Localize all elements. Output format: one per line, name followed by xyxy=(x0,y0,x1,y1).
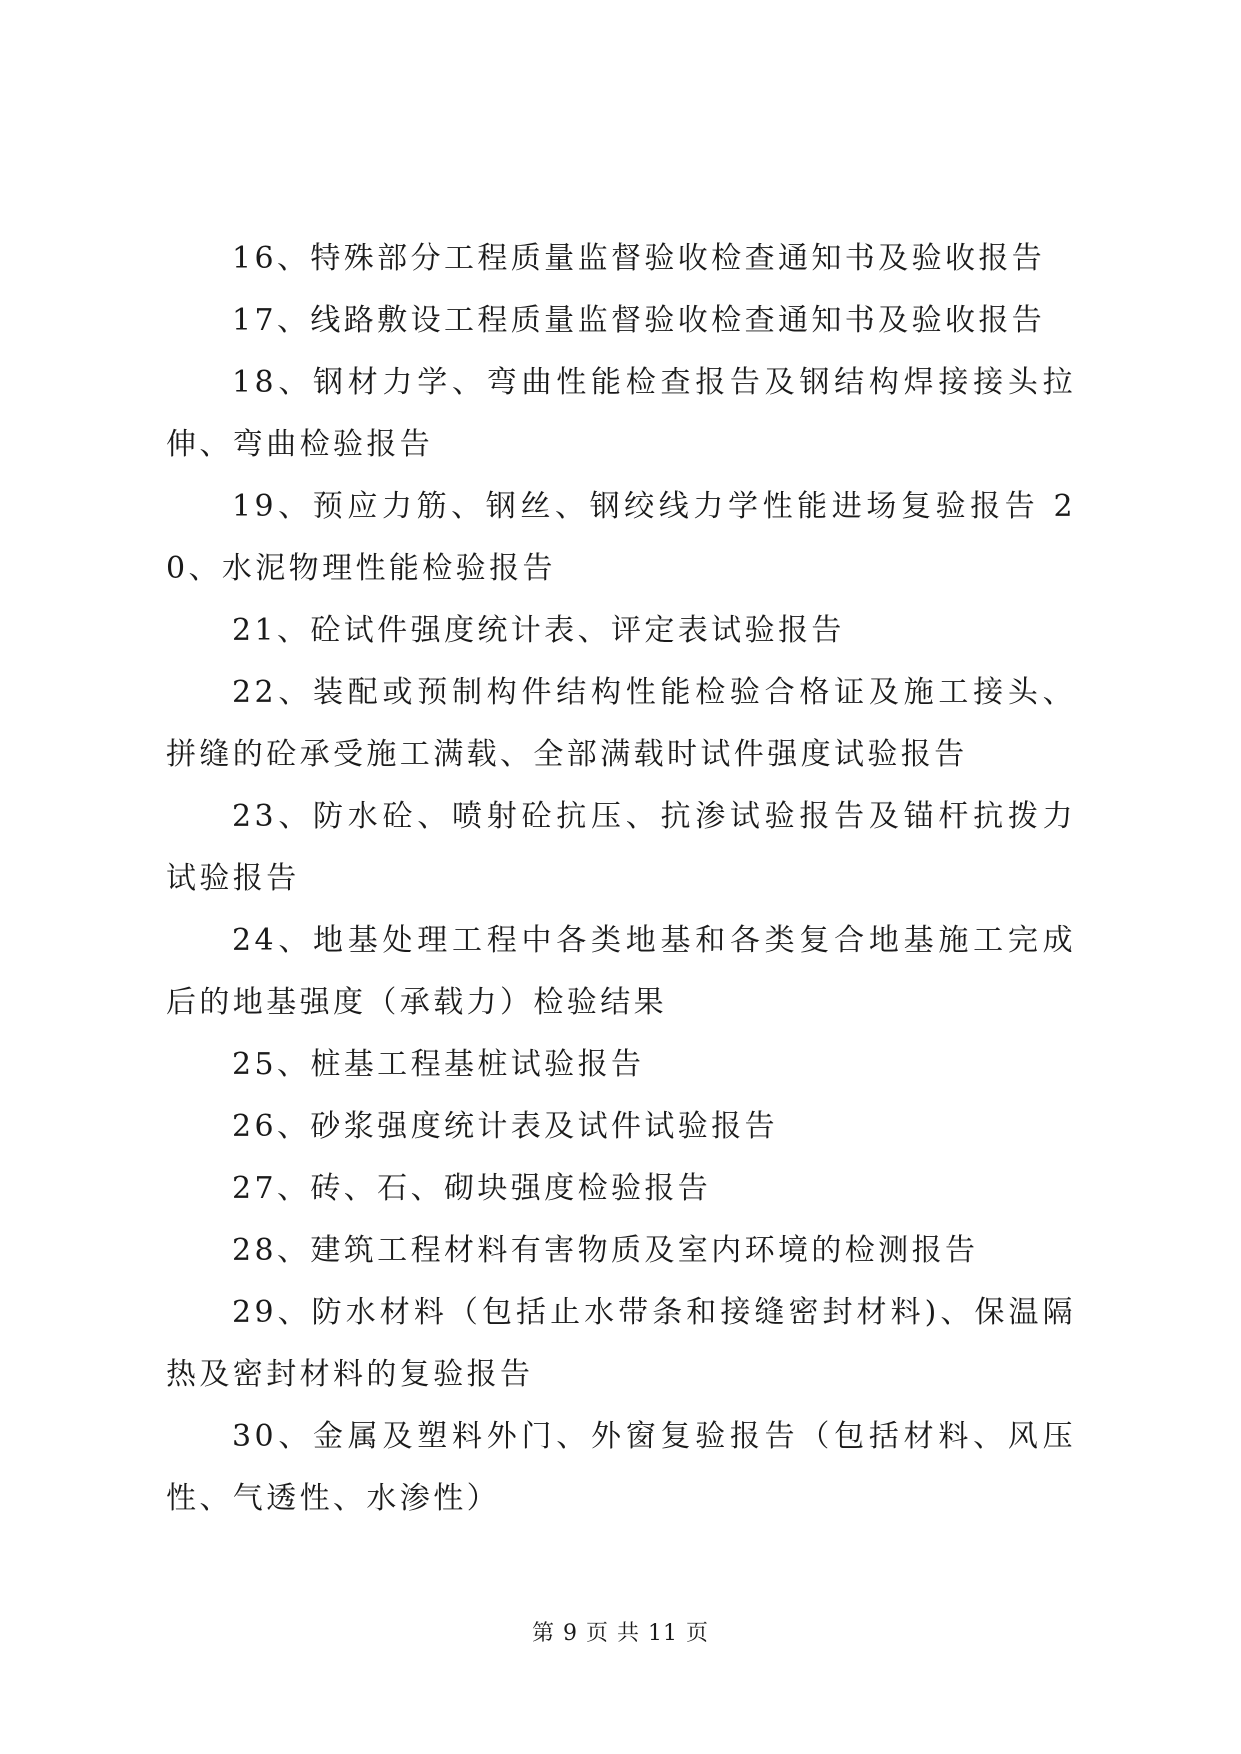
list-item: 23、防水砼、喷射砼抗压、抗渗试验报告及锚杆抗拨力试验报告 xyxy=(166,799,1076,896)
list-item: 27、砖、石、砌块强度检验报告 xyxy=(232,1171,712,1206)
list-item: 28、建筑工程材料有害物质及室内环境的检测报告 xyxy=(232,1233,979,1268)
page-number-footer: 第 9 页 共 11 页 xyxy=(532,1621,709,1646)
document-body xyxy=(166,228,1076,1530)
list-item: 17、线路敷设工程质量监督验收检查通知书及验收报告 xyxy=(232,303,1046,338)
list-item: 30、金属及塑料外门、外窗复验报告（包括材料、风压性、气透性、水渗性） xyxy=(166,1419,1076,1516)
list-item: 21、砼试件强度统计表、评定表试验报告 xyxy=(232,613,845,648)
list-item: 18、钢材力学、弯曲性能检查报告及钢结构焊接接头拉伸、弯曲检验报告 xyxy=(166,365,1076,462)
list-item: 29、防水材料（包括止水带条和接缝密封材料)、保温隔热及密封材料的复验报告 xyxy=(166,1295,1076,1392)
list-item: 25、桩基工程基桩试验报告 xyxy=(232,1047,645,1082)
list-item: 16、特殊部分工程质量监督验收检查通知书及验收报告 xyxy=(232,241,1046,276)
list-item: 19、预应力筋、钢丝、钢绞线力学性能进场复验报告 20、水泥物理性能检验报告 xyxy=(166,489,1076,586)
list-item: 22、装配或预制构件结构性能检验合格证及施工接头、拼缝的砼承受施工满载、全部满载时试件强度试验报告 xyxy=(166,675,1076,772)
list-item: 26、砂浆强度统计表及试件试验报告 xyxy=(232,1109,778,1144)
list-item: 24、地基处理工程中各类地基和各类复合地基施工完成后的地基强度（承载力）检验结果 xyxy=(166,923,1076,1020)
